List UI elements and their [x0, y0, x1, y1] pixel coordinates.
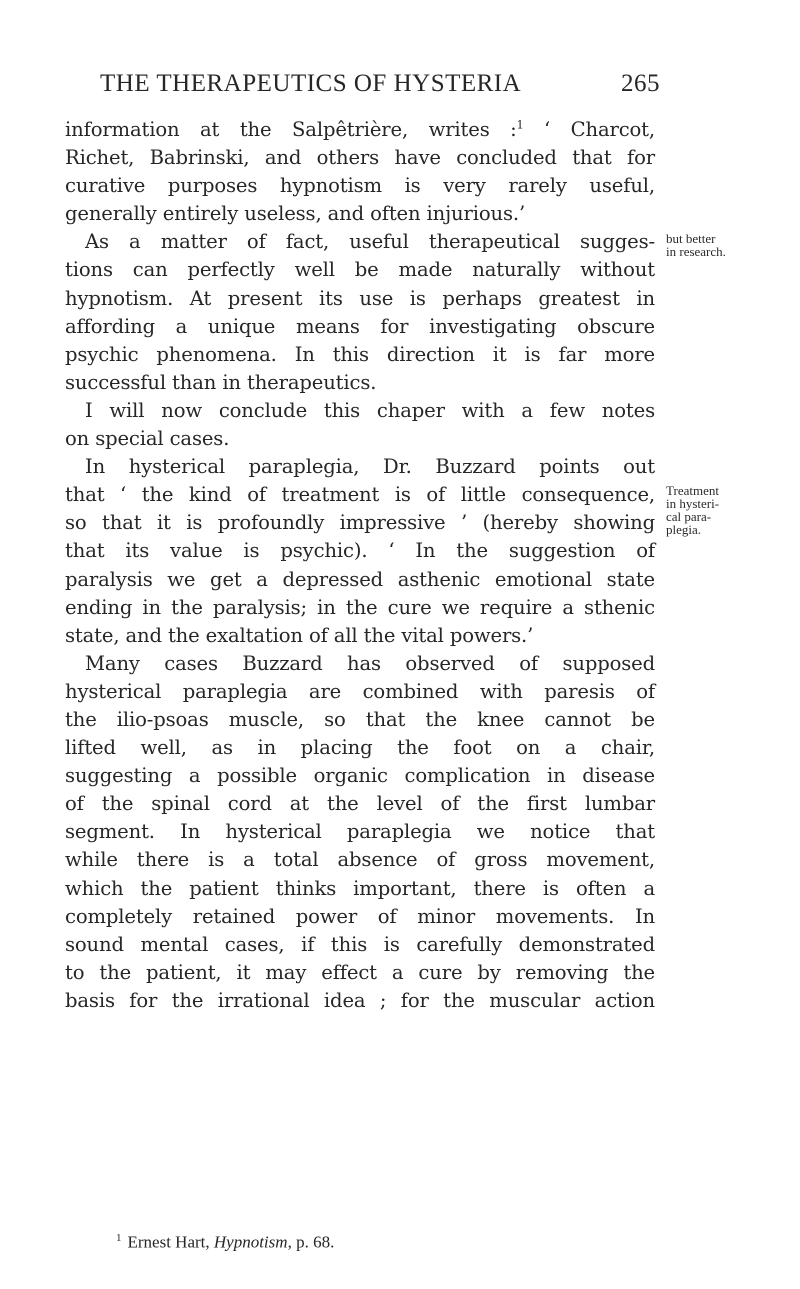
text-line: completely retained power of minor movements. In — [65, 904, 655, 928]
footnote-reference: 1 — [516, 118, 524, 132]
text-line: hypnotism. At present its use is perhaps greatest in — [65, 286, 655, 310]
body-text — [65, 116, 655, 1015]
running-title: THE THERAPEUTICS OF HYSTERIA — [100, 70, 522, 97]
text-line: I will now conclude this chaper with a few notes — [85, 398, 655, 422]
text-line: to the patient, it may effect a cure by removing the — [65, 960, 655, 984]
text-line: affording a unique means for investigating obscure — [65, 314, 655, 338]
text-line: sound mental cases, if this is carefully demonstrated — [65, 932, 655, 956]
text-line: basis for the irrational idea ; for the muscular action — [65, 988, 655, 1012]
margin-note-line: cal para- — [666, 509, 712, 524]
text-line: of the spinal cord at the level of the first lumbar — [65, 792, 655, 816]
footnote-title: Hypnotism — [213, 1232, 288, 1252]
text-line — [65, 116, 655, 144]
margin-note-line: in hysteri- — [666, 496, 720, 511]
text-line: curative purposes hypnotism is very rarely useful, — [65, 174, 655, 198]
text-line: Many cases Buzzard has observed of supposed — [85, 651, 655, 675]
text-line: As a matter of fact, useful therapeutical sugges- — [85, 230, 655, 254]
text-line: which the patient thinks important, there is often a — [65, 876, 655, 900]
text-line: lifted well, as in placing the foot on a chair, — [65, 736, 655, 760]
text-line: that its value is psychic). ‘ In the suggestion of — [65, 539, 655, 563]
text-line: state, and the exaltation of all the vital powers.’ — [65, 623, 534, 647]
text-line: so that it is profoundly impressive ’ (hereby showing — [65, 511, 655, 535]
text-line: while there is a total absence of gross movement, — [65, 848, 655, 872]
text-line: paralysis we get a depressed asthenic emotional state — [65, 567, 655, 591]
text-line: segment. In hysterical paraplegia we notice that — [65, 820, 655, 844]
footnote-author: Ernest Hart, — [127, 1232, 214, 1252]
margin-note-line: Treatment — [666, 483, 719, 498]
text-line: that ‘ the kind of treatment is of little consequence, — [65, 483, 655, 507]
margin-note-treatment — [666, 484, 786, 536]
text-line: successful than in therapeutics. — [65, 370, 377, 394]
footnote — [116, 1232, 334, 1253]
margin-note-line: plegia. — [666, 522, 702, 537]
text-line-content: ‘ Charcot, — [523, 118, 655, 141]
text-line: tions can perfectly well be made naturally without — [65, 258, 655, 282]
text-line: hysterical paraplegia are combined with paresis of — [65, 679, 655, 703]
text-line: generally entirely useless, and often injurious.’ — [65, 202, 526, 226]
text-line: In hysterical paraplegia, Dr. Buzzard points out — [85, 455, 655, 479]
text-line: suggesting a possible organic complication in disease — [65, 764, 655, 788]
text-line: Richet, Babrinski, and others have concluded that for — [65, 146, 655, 170]
page-number: 265 — [621, 70, 660, 97]
text-line: the ilio-psoas muscle, so that the knee cannot be — [65, 707, 655, 731]
footnote-marker: 1 — [116, 1232, 122, 1244]
margin-note-line: in research. — [666, 244, 726, 259]
margin-note-research — [666, 232, 786, 258]
text-line: on special cases. — [65, 427, 230, 451]
text-line: ending in the paralysis; in the cure we require a sthenic — [65, 595, 655, 619]
text-line-content: information at the Salpêtrière, writes : — [65, 118, 517, 141]
footnote-page: , p. 68. — [287, 1232, 335, 1252]
text-line: psychic phenomena. In this direction it is far more — [65, 342, 655, 366]
margin-note-line: but better — [666, 231, 716, 246]
